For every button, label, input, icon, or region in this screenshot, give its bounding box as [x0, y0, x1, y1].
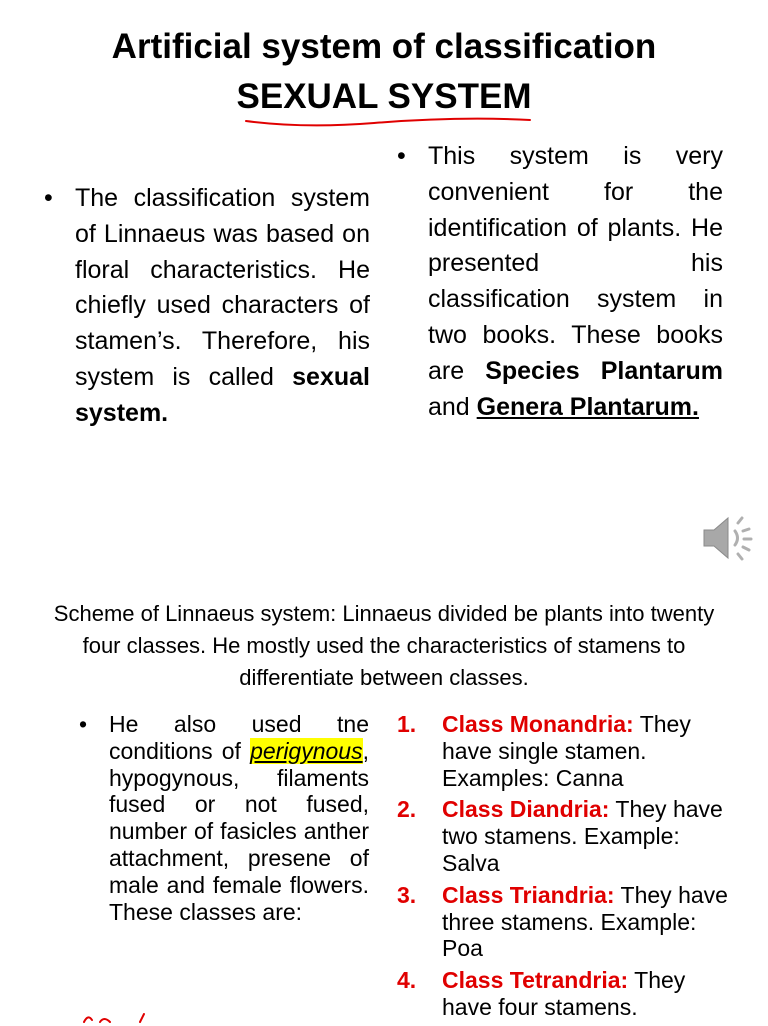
- class-item: [397, 882, 737, 962]
- bullet-dot: •: [397, 142, 406, 170]
- scheme-paragraph: Scheme of Linnaeus system: Linnaeus divided be plants into twenty four classes. He mostly used the characteristics of stamens to differentiate between classes.: [53, 601, 715, 690]
- speaker-icon[interactable]: [700, 512, 756, 564]
- class-item: [397, 796, 737, 876]
- highlighted-term: perigynous: [250, 737, 363, 764]
- right-bullet: [397, 139, 723, 425]
- slide-title: Artificial system of classification: [111, 27, 657, 66]
- bottom-bullet-text: He also used tne conditions of perigynous, hypogynous, filaments fused or not fused, number of fasicles anther attachment, presene of male and female flowers. These classes are:: [109, 711, 369, 925]
- class-description: They have single stamen. Examples: Canna: [442, 711, 691, 791]
- class-number: 4.: [397, 967, 417, 994]
- class-number: 1.: [397, 711, 417, 737]
- red-underline-annotation: [244, 112, 534, 132]
- class-name: Class Monandria:: [442, 711, 634, 737]
- bullet-dot: •: [79, 711, 88, 737]
- bullet-dot: •: [44, 184, 53, 212]
- class-number: 2.: [397, 796, 417, 823]
- red-scribble-annotation: [80, 1010, 160, 1024]
- class-description: They have four stamens.: [442, 967, 686, 1020]
- class-description: They have three stamens. Example: Poa: [442, 881, 728, 962]
- class-description: They have two stamens. Example: Salva: [442, 796, 723, 876]
- class-name: Class Tetrandria:: [442, 967, 629, 994]
- left-bullet: [44, 181, 370, 432]
- class-list: [397, 711, 737, 1026]
- left-bullet-text: The classification system of Linnaeus was based on floral characteristics. He chiefly used characters of stamen’s. Therefore, his system is called sexual system.: [75, 184, 370, 427]
- slide-subtitle: SEXUAL SYSTEM: [236, 77, 532, 116]
- right-bullet-text: This system is very convenient for the identification of plants. He presented his classification system in two books. These books are Species Plantarum and Genera Plantarum.: [428, 142, 723, 421]
- class-name: Class Triandria:: [442, 881, 615, 908]
- class-item: [397, 967, 737, 1021]
- class-name: Class Diandria:: [442, 796, 610, 823]
- book-genera-plantarum: Genera Plantarum.: [476, 392, 699, 421]
- bottom-bullet: [79, 711, 369, 925]
- sexual-system-term: sexual system.: [75, 362, 370, 427]
- class-number: 3.: [397, 881, 417, 908]
- book-species-plantarum: Species Plantarum: [485, 356, 723, 385]
- class-item: [397, 711, 737, 791]
